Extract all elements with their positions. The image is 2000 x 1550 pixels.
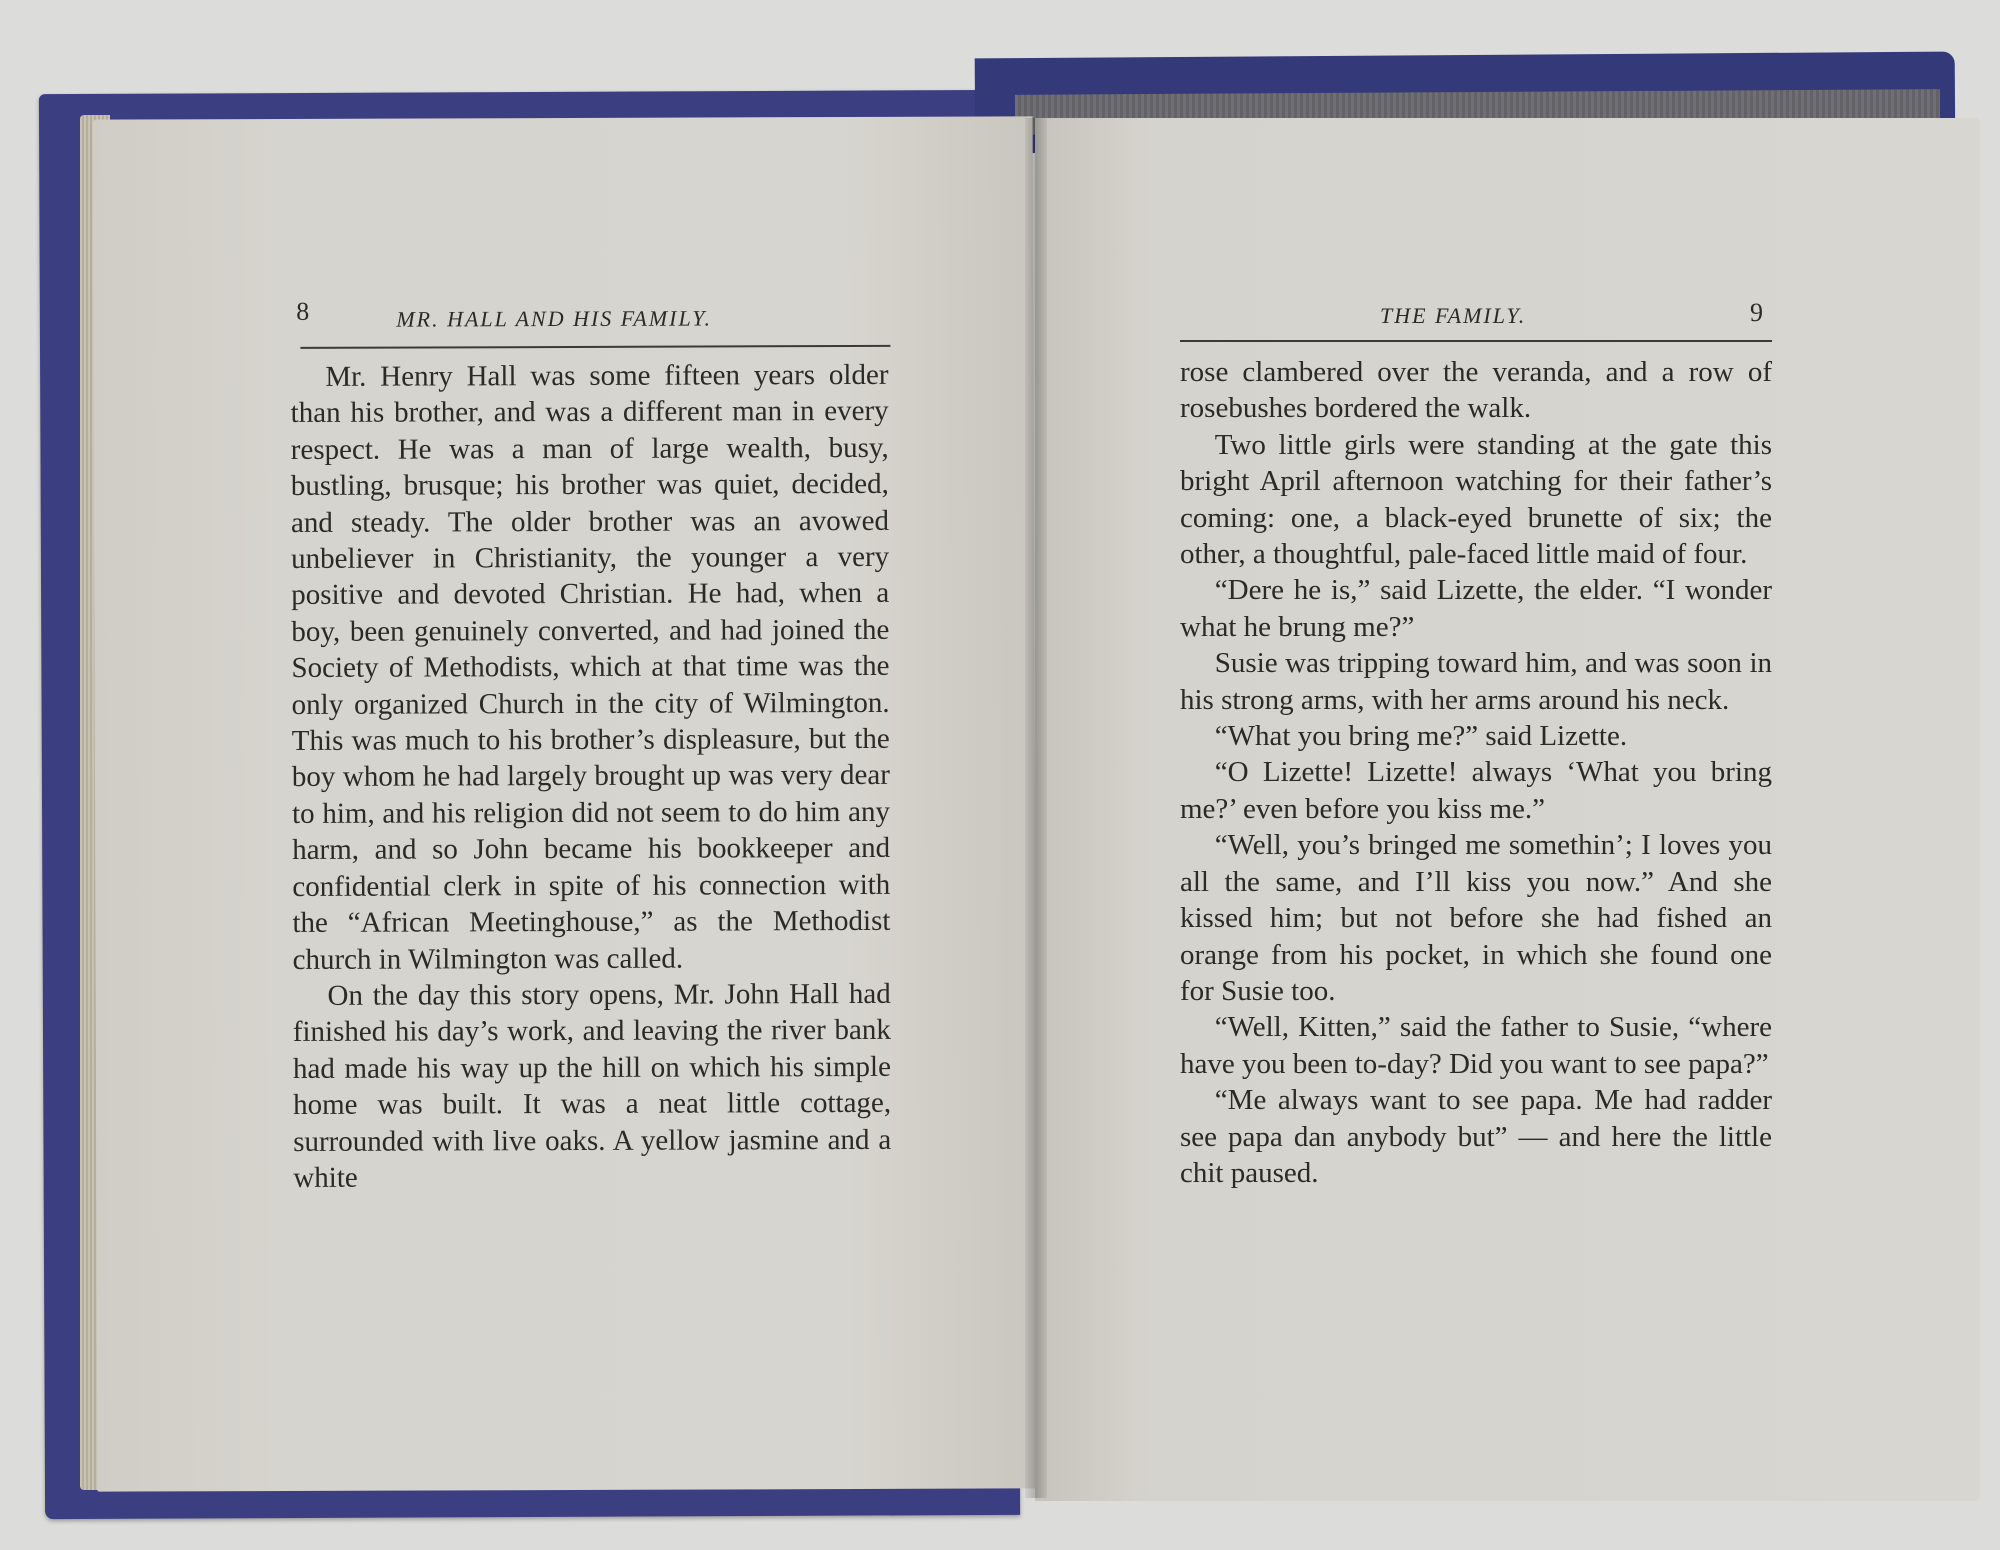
running-head-left: MR. HALL AND HIS FAMILY. <box>396 305 713 332</box>
header-rule-right <box>1180 340 1772 342</box>
paragraph: “What you bring me?” said Lizette. <box>1214 720 1628 753</box>
running-head-right: THE FAMILY. <box>1380 303 1527 328</box>
paragraph: Two little girls were standing at the gate this bright April afternoon watching for their father’s coming: one, a black-eyed brunette of six; the other, a thoughtful, pale-faced little maid of four. <box>1180 428 1772 571</box>
page-number-right: 9 <box>1750 298 1763 327</box>
paragraph: Susie was tripping toward him, and was soon in his strong arms, with her arms around his neck. <box>1180 647 1772 716</box>
paragraph: “Well, Kitten,” said the father to Susie, “where have you been to-day? Did you want to see papa?” <box>1180 1011 1772 1080</box>
left-page-body <box>290 357 891 1196</box>
paragraph: Mr. Henry Hall was some fifteen years older than his brother, and was a different man in every respect. He was a man of large wealth, busy, bustling, brusque; his brother was quiet, decided, and steady. The older brother was an avowed unbeliever in Christianity, the younger a very positive and devoted Christian. He had, when a boy, been genuinely converted, and had joined the Society of Methodists, which at that time was the only organized Church in the city of Wilmington. This was much to his brother’s displeasure, but the boy whom he had largely brought up was very dear to him, and his religion did not seem to do him any harm, and so John became his bookkeeper and confidential clerk in spite of his connection with the “African Meetinghouse,” as the Methodist church in Wilmington was called. <box>290 358 891 976</box>
paragraph: “Dere he is,” said Lizette, the elder. “I wonder what he brung me?” <box>1180 574 1772 643</box>
book-gutter <box>1025 118 1047 1498</box>
right-page-body <box>1180 354 1772 1191</box>
page-number-left: 8 <box>296 296 310 326</box>
right-page <box>1035 118 1980 1501</box>
paragraph: “Me always want to see papa. Me had radder see papa dan anybody but” — and here the little chit paused. <box>1180 1084 1772 1189</box>
paragraph: “O Lizette! Lizette! always ‘What you bring me?’ even before you kiss me.” <box>1180 756 1772 825</box>
header-rule-left <box>300 345 890 349</box>
paragraph: rose clambered over the veranda, and a row of rosebushes bordered the walk. <box>1180 356 1772 425</box>
paragraph: On the day this story opens, Mr. John Hall had finished his day’s work, and leaving the river bank had made his way up the hill on which his simple home was built. It was a neat little cottage, surrounded with live oaks. A yellow jasmine and a white <box>292 977 892 1194</box>
left-page <box>93 116 1038 1491</box>
paragraph: “Well, you’s bringed me somethin’; I loves you all the same, and I’ll kiss you now.” And she kissed him; but not before she had fished an orange from his pocket, in which she found one for Susie too. <box>1180 829 1772 1007</box>
